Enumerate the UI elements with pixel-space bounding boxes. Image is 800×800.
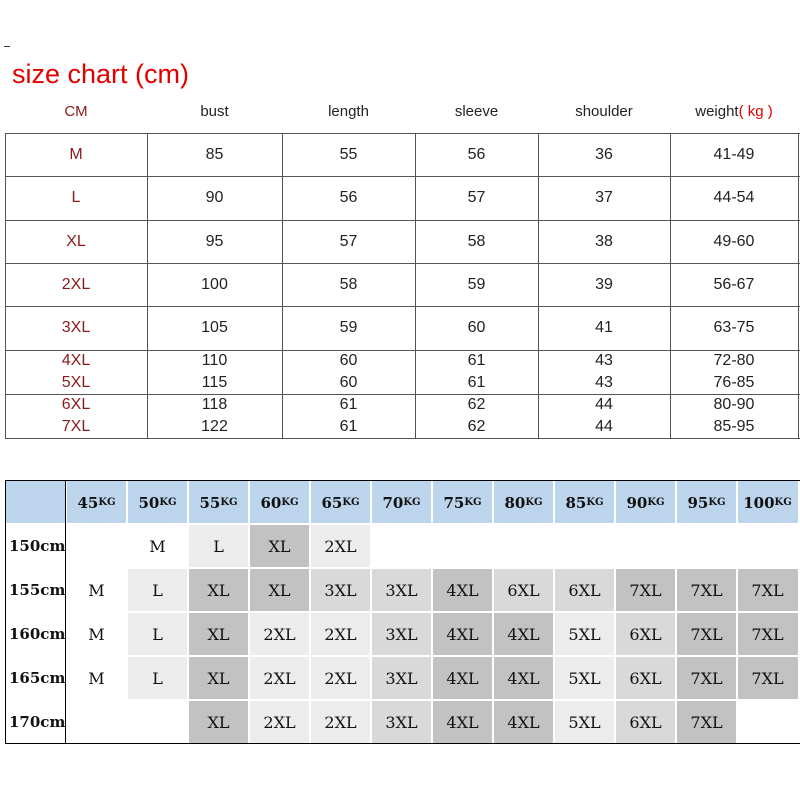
fit-cell: 5XL xyxy=(554,700,615,744)
weight-value: 80 xyxy=(504,493,526,512)
size-table-cell-length: 60 xyxy=(339,352,358,369)
size-table-cell-size: M xyxy=(69,146,83,163)
size-table-cell-bust: 85 xyxy=(205,146,224,163)
size-table-cell-shoulder: 43 xyxy=(595,352,613,369)
size-table-cell-weight: 72-80 xyxy=(713,352,755,369)
size-table-cell-bust: 90 xyxy=(205,189,224,206)
fit-cell: 5XL xyxy=(554,612,615,656)
page-title: size chart (cm) xyxy=(12,59,190,89)
size-table-cell-weight: 76-85 xyxy=(713,374,755,391)
weight-header xyxy=(188,481,249,524)
fit-cell xyxy=(737,524,798,568)
fit-cell: 5XL xyxy=(554,656,615,700)
header-length: length xyxy=(328,103,369,120)
fit-cell: 7XL xyxy=(737,656,798,700)
fit-cell: 2XL xyxy=(310,656,371,700)
fit-cell: M xyxy=(66,568,127,612)
size-table-cell-sleeve: 61 xyxy=(467,352,486,369)
fit-cell: 7XL xyxy=(737,568,798,612)
size-table-cell-length: 60 xyxy=(339,374,358,391)
fit-cell xyxy=(554,524,615,568)
fit-cell xyxy=(432,524,493,568)
fit-cell: 2XL xyxy=(249,656,310,700)
size-table-cell-length: 59 xyxy=(339,319,358,336)
weight-header xyxy=(737,481,798,524)
size-table-cell-weight: 49-60 xyxy=(713,233,755,250)
fit-cell: 7XL xyxy=(737,612,798,656)
fit-cell: 3XL xyxy=(371,568,432,612)
size-table-cell-size: 4XL xyxy=(61,352,91,369)
height-label: 160cm xyxy=(5,612,66,656)
size-table-cell-sleeve: 56 xyxy=(467,146,486,163)
size-table-cell-weight: 80-90 xyxy=(713,396,755,413)
header-weight-label: weight xyxy=(695,103,739,120)
height-label: 155cm xyxy=(5,568,66,612)
size-table-cell-shoulder: 43 xyxy=(595,374,613,391)
fit-cell: 4XL xyxy=(432,700,493,744)
size-table-cell-weight: 41-49 xyxy=(713,146,755,163)
fit-cell: 4XL xyxy=(493,612,554,656)
size-table-cell-bust: 110 xyxy=(201,352,228,369)
fit-cell xyxy=(66,700,127,744)
fit-cell: XL xyxy=(188,568,249,612)
fit-cell xyxy=(676,524,737,568)
fit-cell: 6XL xyxy=(615,612,676,656)
weight-header xyxy=(371,481,432,524)
weight-unit: KG xyxy=(342,497,360,508)
height-label: 150cm xyxy=(5,524,66,568)
weight-header xyxy=(66,481,127,524)
fit-cell: 7XL xyxy=(676,568,737,612)
fit-cell: 6XL xyxy=(493,568,554,612)
size-table-cell-shoulder: 37 xyxy=(595,189,613,206)
size-table-cell-length: 61 xyxy=(339,396,358,413)
size-table-cell-length: 58 xyxy=(339,276,358,293)
fit-table-border xyxy=(5,480,800,481)
fit-cell: XL xyxy=(249,568,310,612)
weight-value: 70 xyxy=(382,493,404,512)
weight-value: 95 xyxy=(687,493,709,512)
header-weight-unit: ( kg ) xyxy=(738,103,773,120)
fit-cell: 6XL xyxy=(615,700,676,744)
fit-cell: L xyxy=(127,568,188,612)
size-table-cell-bust: 105 xyxy=(201,319,228,336)
fit-cell: 4XL xyxy=(432,568,493,612)
weight-header xyxy=(676,481,737,524)
height-label: 170cm xyxy=(5,700,66,744)
size-table-cell-size: 7XL xyxy=(61,418,91,435)
size-table-cell-size: 6XL xyxy=(61,396,91,413)
height-label: 165cm xyxy=(5,656,66,700)
fit-cell: 4XL xyxy=(432,656,493,700)
fit-cell: 6XL xyxy=(554,568,615,612)
weight-unit: KG xyxy=(774,497,792,508)
fit-cell: L xyxy=(188,524,249,568)
weight-unit: KG xyxy=(525,497,543,508)
fit-cell xyxy=(737,700,798,744)
fit-cell: 3XL xyxy=(371,612,432,656)
header-shoulder: shoulder xyxy=(575,103,633,120)
size-table-cell-length: 55 xyxy=(339,146,358,163)
fit-table-border xyxy=(5,480,6,744)
weight-unit: KG xyxy=(708,497,726,508)
weight-unit: KG xyxy=(647,497,665,508)
fit-grid-hline xyxy=(5,611,800,613)
fit-cell: XL xyxy=(249,524,310,568)
fit-cell: 2XL xyxy=(310,700,371,744)
size-table-cell-sleeve: 61 xyxy=(467,374,486,391)
fit-cell: L xyxy=(127,656,188,700)
size-table-cell-length: 56 xyxy=(339,189,358,206)
fit-grid-hline xyxy=(5,523,800,525)
header-size: CM xyxy=(64,103,88,120)
weight-value: 45 xyxy=(77,493,99,512)
size-table-cell-sleeve: 62 xyxy=(467,418,486,435)
fit-cell: 6XL xyxy=(615,656,676,700)
size-table-cell-size: 2XL xyxy=(61,276,91,293)
header-sleeve: sleeve xyxy=(454,103,499,120)
size-table-cell-length: 57 xyxy=(339,233,358,250)
weight-header xyxy=(554,481,615,524)
fit-cell: L xyxy=(127,612,188,656)
size-table-cell-weight: 63-75 xyxy=(713,319,755,336)
weight-unit: KG xyxy=(159,497,177,508)
fit-cell: 7XL xyxy=(676,656,737,700)
fit-cell: 4XL xyxy=(493,700,554,744)
weight-unit: KG xyxy=(281,497,299,508)
fit-grid-hline xyxy=(5,699,800,701)
size-table-cell-length: 61 xyxy=(339,418,358,435)
weight-header xyxy=(249,481,310,524)
fit-cell xyxy=(493,524,554,568)
size-table-cell-bust: 100 xyxy=(201,276,228,293)
fit-cell: 7XL xyxy=(676,700,737,744)
weight-unit: KG xyxy=(98,497,116,508)
fit-cell xyxy=(371,524,432,568)
fit-cell: 2XL xyxy=(310,524,371,568)
fit-cell: 2XL xyxy=(249,700,310,744)
fit-cell: XL xyxy=(188,612,249,656)
fit-cell: 4XL xyxy=(432,612,493,656)
fit-cell: 3XL xyxy=(371,656,432,700)
size-table-cell-size: L xyxy=(71,189,81,206)
size-table-cell-sleeve: 59 xyxy=(467,276,486,293)
weight-unit: KG xyxy=(464,497,482,508)
fit-cell: XL xyxy=(188,656,249,700)
weight-header xyxy=(432,481,493,524)
fit-cell: XL xyxy=(188,700,249,744)
fit-cell xyxy=(66,524,127,568)
weight-unit: KG xyxy=(220,497,238,508)
header-bust: bust xyxy=(200,103,229,120)
size-table-cell-bust: 115 xyxy=(201,374,228,391)
weight-header xyxy=(493,481,554,524)
size-table-cell-size: XL xyxy=(66,233,86,250)
weight-value: 85 xyxy=(565,493,587,512)
size-table-cell-sleeve: 60 xyxy=(467,319,486,336)
size-table-cell-bust: 95 xyxy=(205,233,224,250)
weight-value: 55 xyxy=(199,493,221,512)
size-table-cell-bust: 118 xyxy=(201,396,228,413)
size-table-cell-shoulder: 38 xyxy=(595,233,613,250)
fit-cell xyxy=(615,524,676,568)
size-table-cell-sleeve: 58 xyxy=(467,233,486,250)
size-table-cell-shoulder: 41 xyxy=(595,319,613,336)
weight-unit: KG xyxy=(403,497,421,508)
size-table-cell-sleeve: 62 xyxy=(467,396,486,413)
fit-cell: M xyxy=(66,612,127,656)
fit-grid-hline xyxy=(5,567,800,569)
fit-grid-hline xyxy=(5,655,800,657)
fit-table-border xyxy=(5,743,800,744)
fit-cell: 2XL xyxy=(249,612,310,656)
size-table-cell-size: 3XL xyxy=(61,319,91,336)
weight-value: 75 xyxy=(443,493,465,512)
fit-cell: 4XL xyxy=(493,656,554,700)
size-table-cell-weight: 44-54 xyxy=(713,189,755,206)
size-table-cell-size: 5XL xyxy=(61,374,91,391)
fit-cell: 3XL xyxy=(310,568,371,612)
size-table-cell-weight: 56-67 xyxy=(713,276,755,293)
size-table-cell-sleeve: 57 xyxy=(467,189,486,206)
weight-value: 65 xyxy=(321,493,343,512)
fit-cell: 7XL xyxy=(676,612,737,656)
fit-table-corner xyxy=(5,481,66,524)
fit-cell: 2XL xyxy=(310,612,371,656)
weight-value: 50 xyxy=(138,493,160,512)
weight-value: 100 xyxy=(743,493,775,512)
fit-table-border xyxy=(65,480,66,744)
weight-unit: KG xyxy=(586,497,604,508)
fit-cell: M xyxy=(127,524,188,568)
weight-value: 60 xyxy=(260,493,282,512)
size-table-cell-shoulder: 44 xyxy=(595,396,613,413)
size-table-cell-shoulder: 39 xyxy=(595,276,613,293)
size-table-cell-bust: 122 xyxy=(201,418,228,435)
weight-header xyxy=(127,481,188,524)
size-table-cell-weight: 85-95 xyxy=(713,418,755,435)
fit-cell: 3XL xyxy=(371,700,432,744)
weight-header xyxy=(615,481,676,524)
weight-value: 90 xyxy=(626,493,648,512)
size-table-cell-shoulder: 44 xyxy=(595,418,613,435)
size-table-cell-shoulder: 36 xyxy=(595,146,613,163)
fit-cell: 7XL xyxy=(615,568,676,612)
weight-header xyxy=(310,481,371,524)
fit-cell: M xyxy=(66,656,127,700)
fit-cell xyxy=(127,700,188,744)
